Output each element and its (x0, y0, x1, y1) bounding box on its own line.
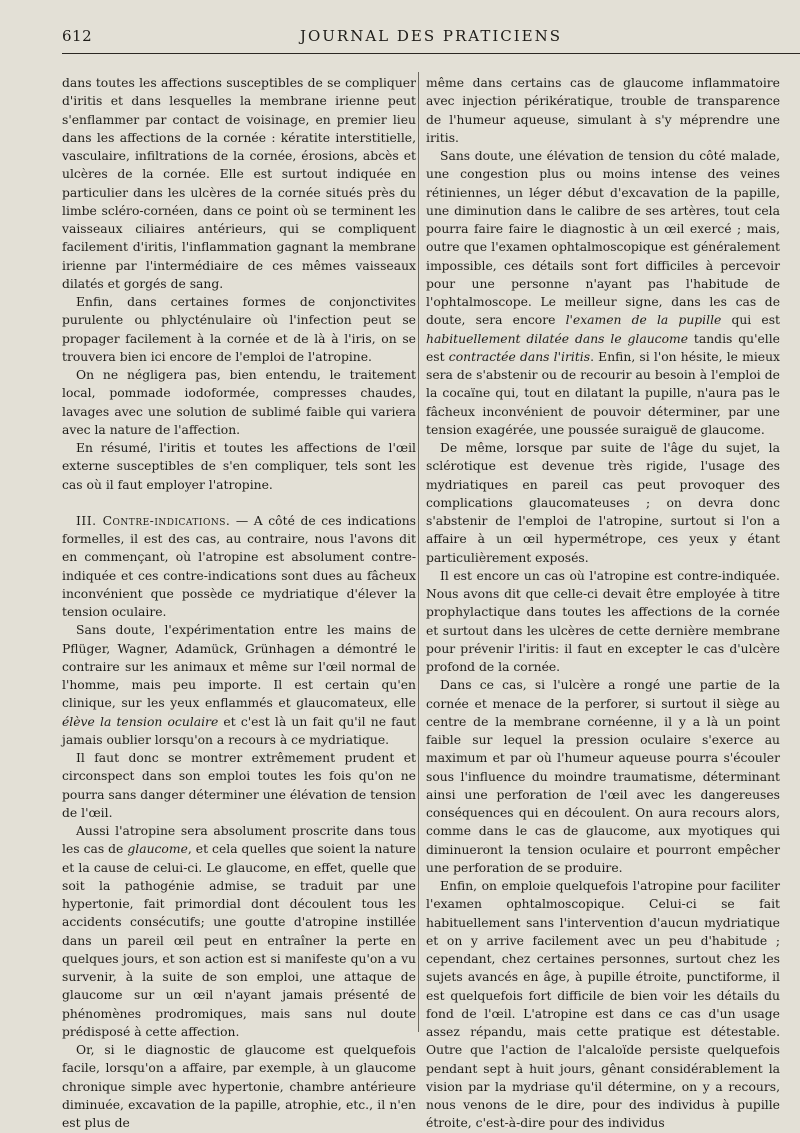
right-column (426, 74, 780, 1133)
section-paragraph (62, 512, 416, 622)
column-divider (418, 72, 419, 1032)
text-run: Aussi l'atropine sera absolument proscrite dans tous les cas de (62, 824, 416, 857)
italic-text: glaucome (127, 842, 188, 857)
paragraph: dans toutes les affections susceptibles de se compliquer d'iritis et dans lesquelles la membrane irienne peut s'enflammer par contact de voisinage, en premier lieu dans les affections de la cornée : kératite interstitielle, vasculaire, infiltrations de la cornée, érosions, abcès et ulcères de la cornée. Elle est surtout indiquée en particulier dans les ulcères de la cornée situés près du limbe scléro-cornéen, dans ce point où se terminent les vaisseaux ciliaires antérieurs, qui se compliquent facilement d'iritis, l'inflammation gagnant la membrane irienne par l'intermédiaire de ces mêmes vaisseaux dilatés et gorgés de sang. (62, 76, 416, 291)
paragraph: Dans ce cas, si l'ulcère a rongé une partie de la cornée et menace de la perforer, si surtout il siège au centre de la membrane cornéenne, il y a là un point faible sur lequel la pression oculaire s'exerce au maximum et par où l'humeur aqueuse pourra s'écouler sous l'influence du moindre traumatisme, déterminant ainsi une perforation de l'œil avec les dangereuses conséquences qui en découlent. On aura recours alors, comme dans le cas de glaucome, aux myotiques qui diminueront la tension oculaire et pourront empêcher une perforation de se produire. (426, 678, 780, 875)
text-run: . Enfin, si l'on hésite, le mieux sera de s'abstenir ou de recourir au besoin à l'emploi de la cocaïne qui, tout en dilatant la pupille, n'aura pas le fâcheux inconvénient de pouvoir déterminer, par une tension exagérée, une poussée suraiguë de glaucome. (426, 349, 780, 437)
paragraph: De même, lorsque par suite de l'âge du sujet, la sclérotique est devenue très rigide, l'usage des mydriatiques en pareil cas peut provoquer des complications glaucomateuses ; on devra donc s'abstenir de l'emploi de l'atropine, surtout si l'on a affaire à un œil hypermétrope, ces yeux y étant particulièrement exposés. (426, 441, 780, 565)
running-head: JOURNAL DES PRATICIENS (299, 27, 563, 45)
text-run: Sans doute, l'expérimentation entre les mains de Pflüger, Wagner, Adamück, Grünhagen a démontré le contraire sur les animaux et même sur l'œil normal de l'homme, mais peu importe. Il est certain qu'en clinique, sur les yeux enflammés et glaucomateux, elle (62, 623, 416, 711)
left-column (62, 74, 416, 1132)
text-run: et c'est là un fait qu'il ne faut jamais oublier lorsqu'on a recours à ce mydriatique. (62, 714, 416, 747)
text-run: tandis qu'elle est (426, 331, 780, 364)
paragraph: En résumé, l'iritis et toutes les affections de l'œil externe susceptibles de s'en compliquer, tels sont les cas où il faut employer l'atropine. (62, 441, 416, 492)
section-text: — A côté de ces indications formelles, il est des cas, au contraire, nous l'avons dit en commençant, où l'atropine est absolument contre-indiquée et ces contre-indications sont dues au fâcheux inconvénient que possède ce mydriatique d'élever la tension oculaire. (62, 513, 416, 619)
paragraph (62, 822, 416, 1041)
text-run: qui est (721, 313, 780, 328)
text-run: Sans doute, une élévation de tension du côté malade, une congestion plus ou moins intense des veines rétiniennes, un léger début d'excavation de la papille, une diminution dans le calibre de ses artères, tout cela pourra faire faire le diagnostic à un œil exercé ; mais, outre que l'examen ophtalmoscopique est généralement impossible, ces détails sont fort difficiles à percevoir pour une personne n'ayant pas l'habitude de l'ophtalmoscope. Le meilleur signe, dans les cas de doute, sera encore (426, 149, 780, 328)
italic-text: habituellement dilatée dans le glaucome (426, 331, 689, 346)
text-run: , et cela quelles que soient la nature et la cause de celui-ci. Le glaucome, en effet, quelle que soit la pathogénie admise, se traduit par une hypertonie, fait primordial dont découlent tous les accidents consécutifs; une goutte d'atropine instillée dans un pareil œil peut en entraîner la perte en quelques jours, et son action est si manifeste qu'on a vu survenir, à la suite de son emploi, une attaque de glaucome sur un œil n'ayant jamais présenté de phénomènes prodromiques, mais sans nul doute prédisposé à cette affection. (62, 842, 416, 1039)
paragraph: même dans certains cas de glaucome inflammatoire avec injection périkératique, trouble de transparence de l'humeur aqueuse, simulant à s'y méprendre une iritis. (426, 76, 780, 145)
italic-text: élève la tension oculaire (62, 714, 219, 729)
italic-text: contractée dans l'iritis (448, 349, 591, 364)
italic-text: l'examen de la pupille (565, 313, 722, 328)
header-rule (62, 53, 800, 54)
page-header (62, 27, 800, 49)
paragraph: Or, si le diagnostic de glaucome est quelquefois facile, lorsqu'on a affaire, par exemple, à un glaucome chronique simple avec hypertonie, chambre antérieure diminuée, excavation de la papille, atrophie, etc., il n'en est plus de (62, 1043, 416, 1130)
paragraph (426, 147, 780, 439)
paragraph: Il faut donc se montrer extrêmement prudent et circonspect dans son emploi toutes les fois qu'on ne pourra sans danger déterminer une élévation de tension de l'œil. (62, 751, 416, 820)
paragraph (62, 621, 416, 749)
page-number: 612 (62, 27, 93, 45)
section-heading: III. Contre-indications. (76, 513, 231, 528)
paragraph: Enfin, dans certaines formes de conjonctivites purulente ou phlycténulaire où l'infection peut se propager facilement à la cornée et de là à l'iris, on se trouvera bien ici encore de l'emploi de l'atropine. (62, 295, 416, 364)
paragraph: Enfin, on emploie quelquefois l'atropine pour faciliter l'examen ophtalmoscopique. Celui-ci se fait habituellement sans l'intervention d'aucun mydriatique et on y arrive facilement avec un peu d'habitude ; cependant, chez certaines personnes, surtout chez les sujets avancés en âge, à pupille étroite, punctiforme, il est quelquefois fort difficile de bien voir les détails du fond de l'œil. L'atropine est dans ce cas d'un usage assez répandu, mais cette pratique est détestable. Outre que l'action de l'alcaloïde persiste quelquefois pendant sept à huit jours, gênant considérablement la vision par la mydriase qu'il détermine, on y a recours, nous venons de le dire, pour des individus à pupille étroite, c'est-à-dire pour des individus (426, 879, 780, 1131)
paragraph: Il est encore un cas où l'atropine est contre-indiquée. Nous avons dit que celle-ci devait être employée à titre prophylactique dans toutes les affections de la cornée et surtout dans les ulcères de cette dernière membrane pour prévenir l'iritis: il faut en excepter le cas d'ulcère profond de la cornée. (426, 568, 780, 674)
paragraph: On ne négligera pas, bien entendu, le traitement local, pommade iodoformée, compresses chaudes, lavages avec une solution de sublimé faible qui variera avec la nature de l'affection. (62, 368, 416, 437)
